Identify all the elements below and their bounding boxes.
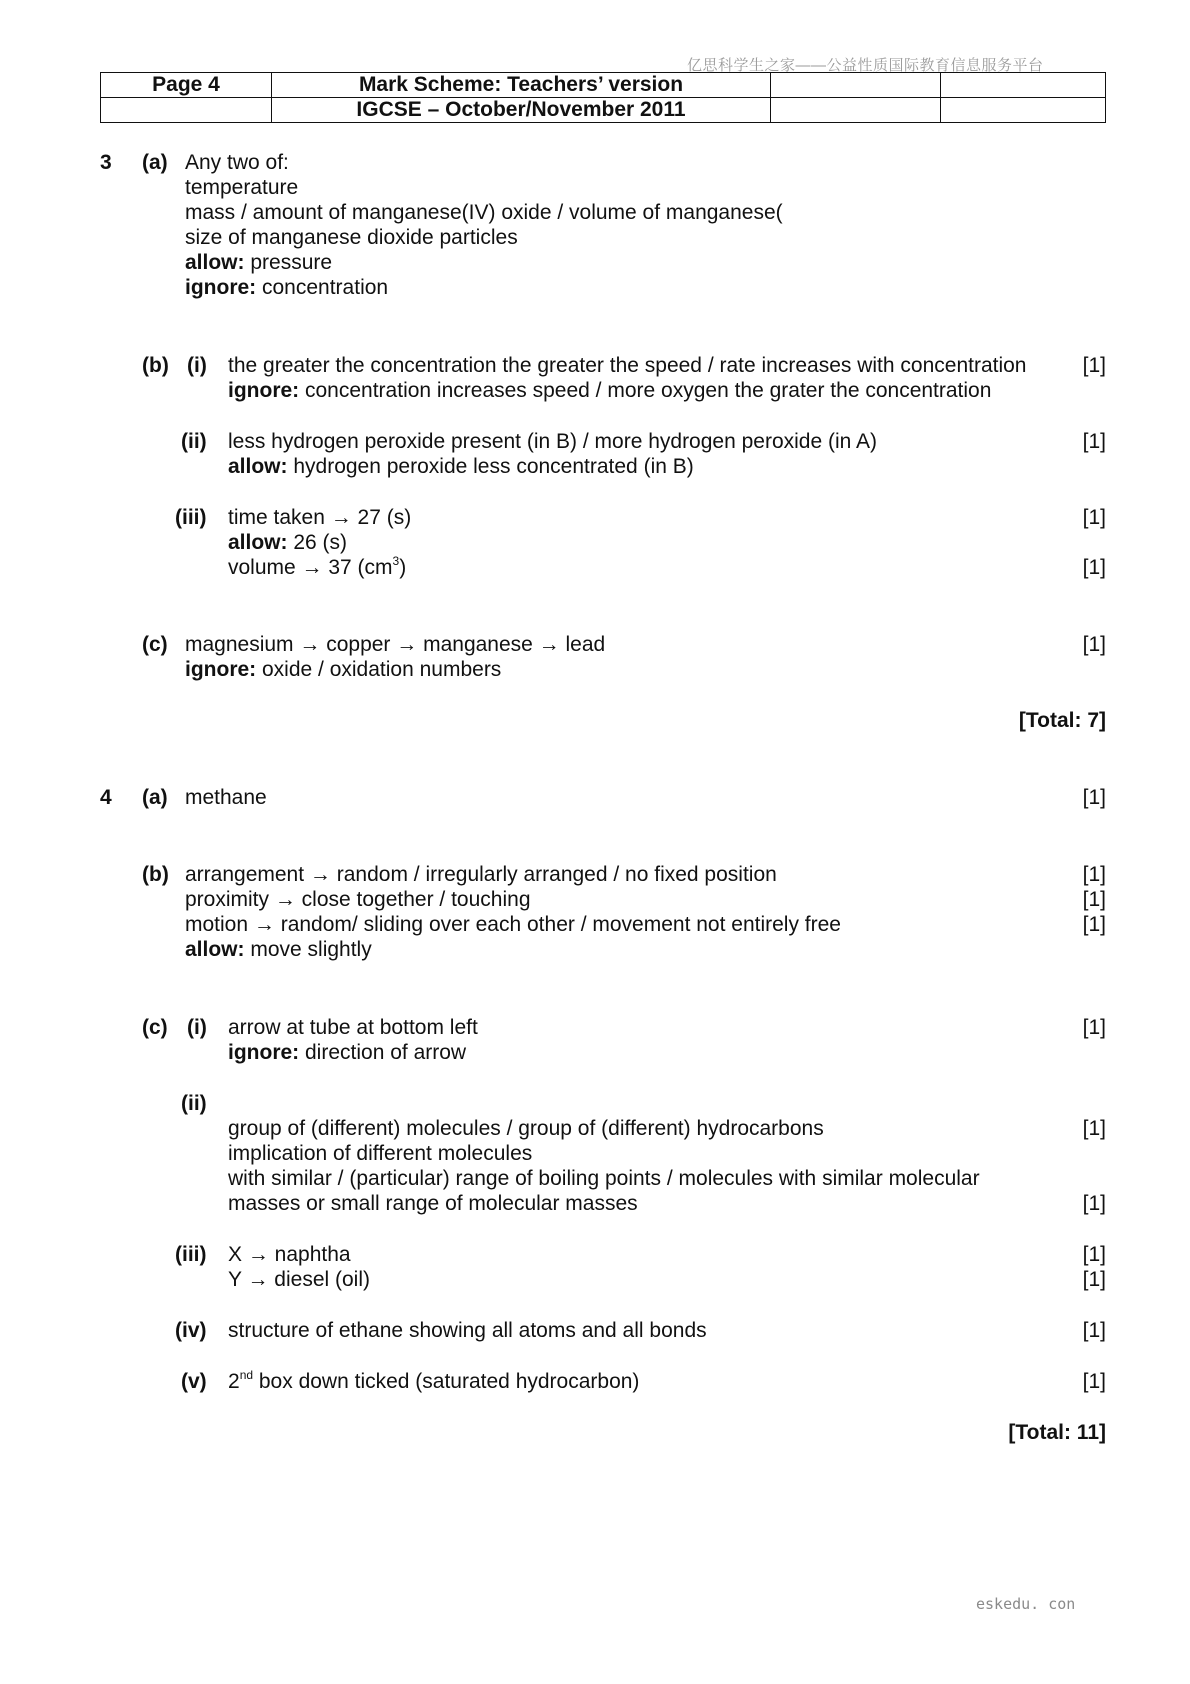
allow-keyword: allow: bbox=[185, 938, 245, 961]
subpart-label: (ii) bbox=[181, 430, 207, 453]
part-label: (b) bbox=[142, 354, 169, 377]
ignore-line bbox=[185, 657, 501, 682]
allow-text: hydrogen peroxide less concentrated (in B) bbox=[287, 455, 694, 478]
answer-line: group of (different) molecules / group of (different) hydrocarbons bbox=[228, 1117, 824, 1140]
allow-keyword: allow: bbox=[228, 455, 288, 478]
ignore-line bbox=[185, 275, 388, 300]
mark: [1] bbox=[1082, 1117, 1106, 1140]
mark: [1] bbox=[1082, 556, 1106, 579]
answer-line: time taken → 27 (s) bbox=[228, 506, 412, 529]
header-empty-cell bbox=[941, 73, 1106, 98]
answer-line: the greater the concentration the greater the speed / rate increases with concentration bbox=[228, 354, 1027, 377]
mark: [1] bbox=[1082, 1319, 1106, 1342]
part-label: (c) bbox=[142, 633, 168, 656]
answer-line: less hydrogen peroxide present (in B) / more hydrogen peroxide (in A) bbox=[228, 430, 878, 453]
mark: [1] bbox=[1082, 786, 1106, 809]
volume-text: volume → 37 (cm bbox=[228, 556, 393, 579]
answer-line: methane bbox=[185, 786, 267, 809]
part-label: (c) bbox=[142, 1016, 168, 1039]
answer-line bbox=[228, 1369, 639, 1394]
allow-line bbox=[228, 530, 347, 555]
answer-line: with similar / (particular) range of boiling points / molecules with similar molecular bbox=[228, 1167, 980, 1190]
mark: [1] bbox=[1082, 888, 1106, 911]
question-number: 3 bbox=[100, 151, 112, 174]
subpart-label: (i) bbox=[187, 354, 207, 377]
ignore-keyword: ignore: bbox=[228, 1041, 300, 1064]
total-marks: [Total: 11] bbox=[1008, 1421, 1106, 1444]
header-title: Mark Scheme: Teachers’ version bbox=[272, 73, 771, 98]
allow-text: 26 (s) bbox=[287, 531, 348, 554]
total-marks: [Total: 7] bbox=[1018, 709, 1106, 732]
ignore-text: direction of arrow bbox=[299, 1041, 467, 1064]
watermark-top: 亿思科学生之家——公益性质国际教育信息服务平台 bbox=[687, 57, 1044, 74]
superscript: nd bbox=[239, 1368, 254, 1382]
ignore-text: concentration bbox=[256, 276, 389, 299]
answer-line: mass / amount of manganese(IV) oxide / volume of manganese( bbox=[185, 201, 783, 224]
allow-line bbox=[185, 937, 372, 962]
ignore-keyword: ignore: bbox=[185, 276, 257, 299]
part-label: (a) bbox=[142, 786, 168, 809]
answer-line bbox=[228, 555, 406, 580]
subpart-label: (v) bbox=[181, 1370, 207, 1393]
subpart-label: (iii) bbox=[175, 506, 207, 529]
mark: [1] bbox=[1082, 863, 1106, 886]
allow-text: move slightly bbox=[244, 938, 372, 961]
part-label: (a) bbox=[142, 151, 168, 174]
allow-line bbox=[185, 250, 332, 275]
allow-line bbox=[228, 454, 694, 479]
ordinal-number: 2 bbox=[228, 1370, 240, 1393]
answer-line: proximity → close together / touching bbox=[185, 888, 531, 911]
mark: [1] bbox=[1082, 913, 1106, 936]
answer-line: Any two of: bbox=[185, 151, 289, 174]
answer-line: implication of different molecules bbox=[228, 1142, 533, 1165]
header-page: Page 4 bbox=[101, 73, 272, 98]
mark: [1] bbox=[1082, 1268, 1106, 1291]
header-empty-cell bbox=[771, 98, 941, 123]
mark: [1] bbox=[1082, 1243, 1106, 1266]
ignore-line bbox=[228, 378, 991, 403]
answer-line: masses or small range of molecular masses bbox=[228, 1192, 638, 1215]
subpart-label: (ii) bbox=[181, 1092, 207, 1115]
answer-line: Y → diesel (oil) bbox=[228, 1268, 370, 1291]
answer-line: structure of ethane showing all atoms and all bonds bbox=[228, 1319, 707, 1342]
answer-line: temperature bbox=[185, 176, 299, 199]
answer-line: size of manganese dioxide particles bbox=[185, 226, 518, 249]
subpart-label: (i) bbox=[187, 1016, 207, 1039]
ignore-line bbox=[228, 1040, 466, 1065]
mark: [1] bbox=[1082, 1370, 1106, 1393]
header-exam: IGCSE – October/November 2011 bbox=[272, 98, 771, 123]
ignore-keyword: ignore: bbox=[228, 379, 300, 402]
part-label: (b) bbox=[142, 863, 169, 886]
header-empty-cell bbox=[941, 98, 1106, 123]
header-table bbox=[100, 72, 1106, 123]
watermark-bottom: eskedu. con bbox=[976, 1595, 1076, 1613]
superscript: 3 bbox=[392, 554, 400, 568]
mark: [1] bbox=[1082, 1192, 1106, 1215]
allow-keyword: allow: bbox=[228, 531, 288, 554]
subpart-label: (iii) bbox=[175, 1243, 207, 1266]
header-empty-cell bbox=[771, 73, 941, 98]
mark: [1] bbox=[1082, 506, 1106, 529]
answer-line: magnesium → copper → manganese → lead bbox=[185, 633, 606, 656]
ignore-text: concentration increases speed / more oxygen the grater the concentration bbox=[299, 379, 992, 402]
ignore-keyword: ignore: bbox=[185, 658, 257, 681]
allow-keyword: allow: bbox=[185, 251, 245, 274]
answer-line: X → naphtha bbox=[228, 1243, 351, 1266]
answer-line: arrangement → random / irregularly arranged / no fixed position bbox=[185, 863, 777, 886]
answer-line: arrow at tube at bottom left bbox=[228, 1016, 478, 1039]
allow-text: pressure bbox=[244, 251, 333, 274]
volume-text-end: ) bbox=[399, 556, 407, 579]
mark: [1] bbox=[1082, 1016, 1106, 1039]
ignore-text: oxide / oxidation numbers bbox=[256, 658, 502, 681]
mark: [1] bbox=[1082, 354, 1106, 377]
answer-line: motion → random/ sliding over each other / movement not entirely free bbox=[185, 913, 841, 936]
mark: [1] bbox=[1082, 430, 1106, 453]
question-number: 4 bbox=[100, 786, 112, 809]
header-empty-cell bbox=[101, 98, 272, 123]
answer-text: box down ticked (saturated hydrocarbon) bbox=[253, 1370, 640, 1393]
subpart-label: (iv) bbox=[175, 1319, 207, 1342]
mark: [1] bbox=[1082, 633, 1106, 656]
